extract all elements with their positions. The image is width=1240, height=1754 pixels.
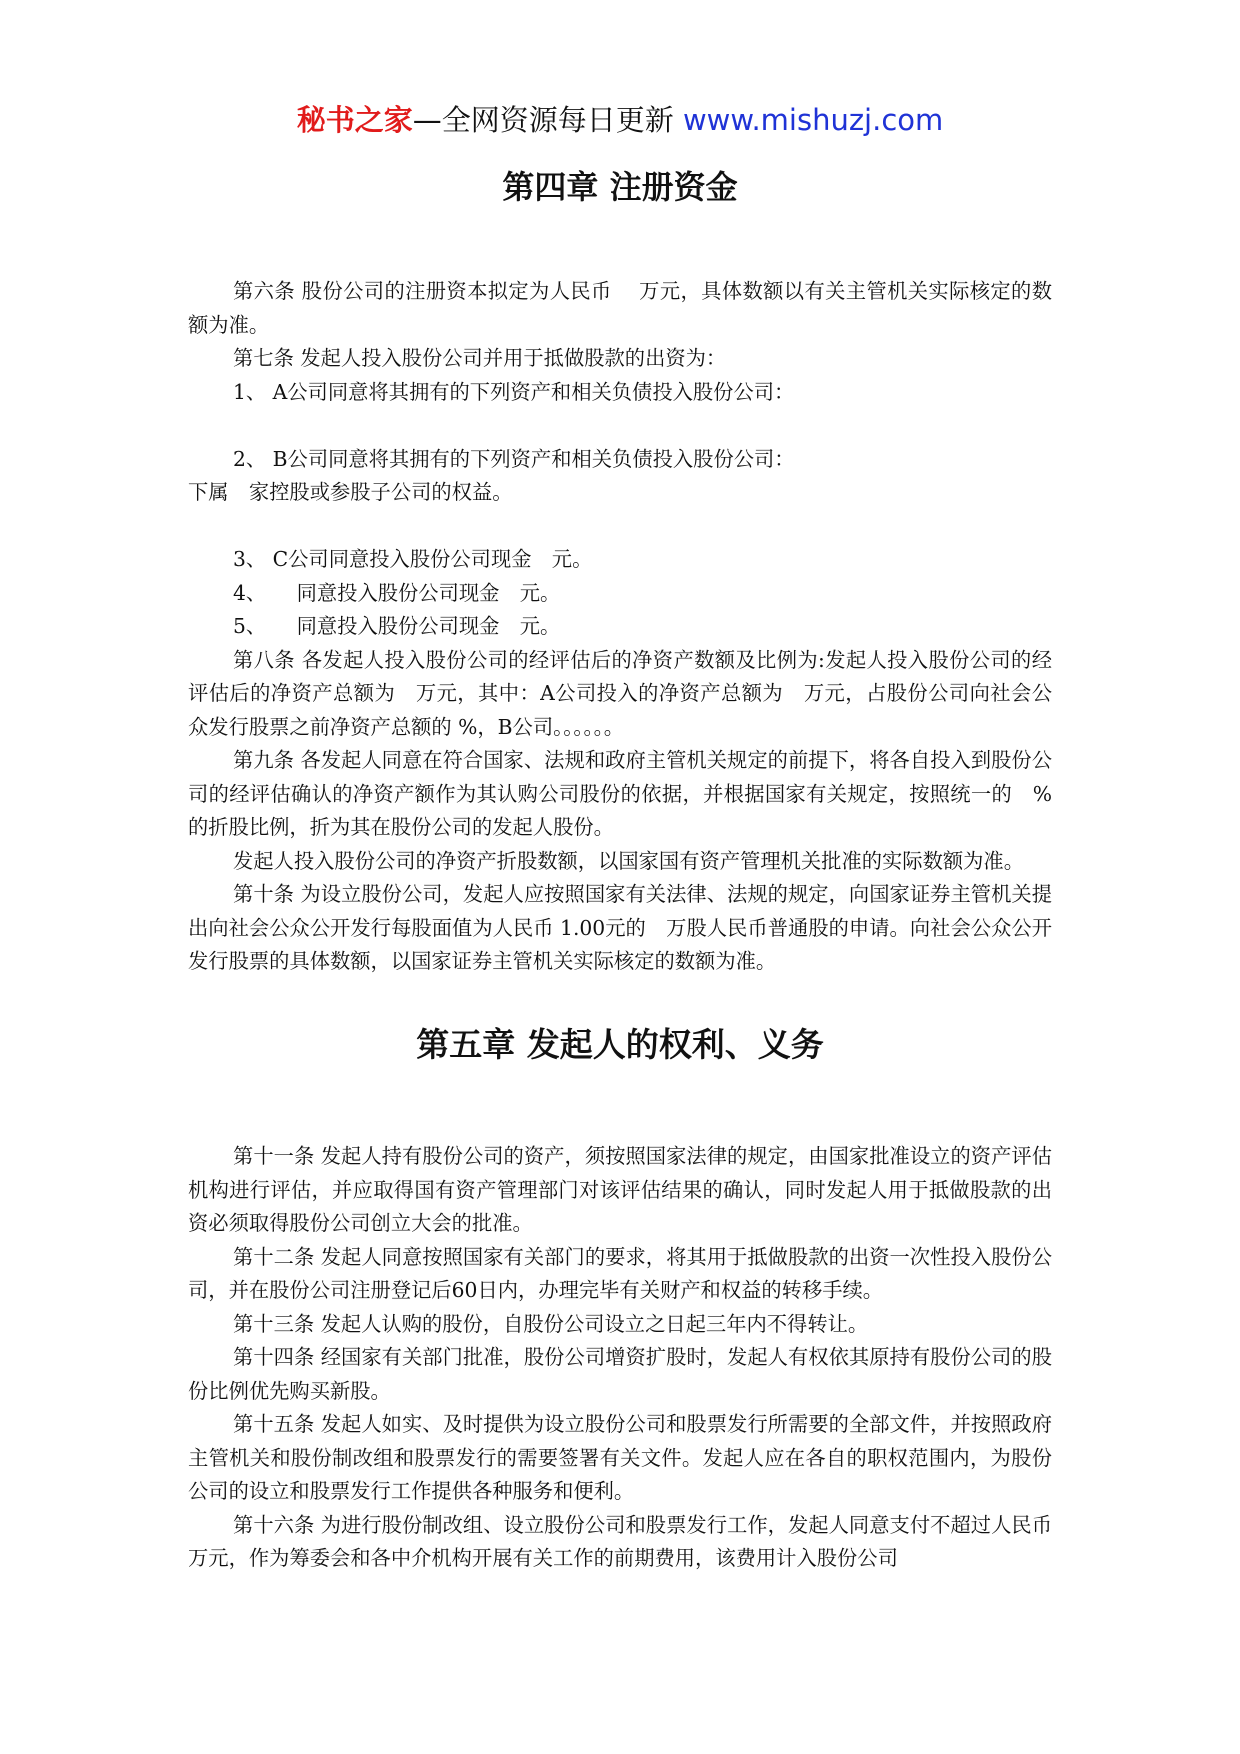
brand-name: 秘书之家	[296, 103, 413, 137]
chapter-5-title: 第五章 发起人的权利、义务	[416, 1025, 824, 1064]
article-16: 第十六条 为进行股份制改组、设立股份公司和股票发行工作，发起人同意支付不超过人民币 万元，作为筹委会和各中介机构开展有关工作的前期费用，该费用计入股份公司	[188, 1512, 1079, 1570]
article-13: 第十三条 发起人认购的股份，自股份公司设立之日起三年内不得转让。	[233, 1311, 869, 1336]
article-9: 第九条 各发起人同意在符合国家、法规和政府主管机关规定的前提下，将各自投入到股份公司的经评估确认的净资产额作为其认购公司股份的依据，并根据国家有关规定，按照统一的 %的折股比例，折为其在股份公司的发起人股份。	[188, 748, 1052, 839]
article-7-item-2-detail: 下属 家控股或参股子公司的权益。	[188, 480, 513, 504]
article-15: 第十五条 发起人如实、及时提供为设立股份公司和股票发行所需要的全部文件，并按照政府主管机关和股份制改组和股票发行的需要签署有关文件。发起人应在各自的职权范围内，为股份公司的设立和股票发行工作提供各种服务和便利。	[188, 1412, 1052, 1503]
article-7: 第七条 发起人投入股份公司并用于抵做股款的出资为：	[233, 346, 727, 370]
article-10: 第十条 为设立股份公司，发起人应按照国家有关法律、法规的规定，向国家证券主管机关提出向社会公众公开发行每股面值为人民币 1.00元的 万股人民币普通股的申请。向社会公众公开发行股票的具体数额，以国家证券主管机关实际核定的数额为准。	[188, 882, 1052, 973]
banner-url-link[interactable]: www.mishuzj.com	[682, 103, 944, 137]
article-7-item-5: 5、 同意投入股份公司现金 元。	[233, 614, 561, 638]
banner-slogan: —全网资源每日更新	[412, 103, 683, 137]
blank-line	[188, 510, 1052, 544]
article-9-note: 发起人投入股份公司的净资产折股数额，以国家国有资产管理机关批准的实际数额为准。	[233, 848, 1024, 873]
chapter-4-body	[188, 275, 1052, 979]
chapter-5-body	[188, 1140, 1079, 1576]
article-11: 第十一条 发起人持有股份公司的资产，须按照国家法律的规定，由国家批准设立的资产评估机构进行评估，并应取得国有资产管理部门对该评估结果的确认，同时发起人用于抵做股款的出资必须取得股份公司创立大会的批准。	[188, 1144, 1052, 1235]
article-7-item-2: 2、 B公司同意将其拥有的下列资产和相关负债投入股份公司：	[233, 446, 795, 471]
article-14: 第十四条 经国家有关部门批准，股份公司增资扩股时，发起人有权依其原持有股份公司的股份比例优先购买新股。	[188, 1345, 1052, 1403]
article-6: 第六条 股份公司的注册资本拟定为人民币 万元，具体数额以有关主管机关实际核定的数额为准。	[188, 279, 1052, 337]
article-7-item-3: 3、 C公司同意投入股份公司现金 元。	[233, 547, 593, 571]
article-12: 第十二条 发起人同意按照国家有关部门的要求，将其用于抵做股款的出资一次性投入股份公司，并在股份公司注册登记后60日内，办理完毕有关财产和权益的转移手续。	[188, 1244, 1052, 1302]
chapter-4-title: 第四章 注册资金	[502, 168, 738, 206]
article-7-item-4: 4、 同意投入股份公司现金 元。	[233, 580, 561, 605]
blank-line	[188, 409, 1052, 443]
article-8: 第八条 各发起人投入股份公司的经评估后的净资产数额及比例为:发起人投入股份公司的经评估后的净资产总额为 万元，其中：A公司投入的净资产总额为 万元，占股份公司向社会公众发行股票之前净资产总额的 %，B公司。。。。。。	[188, 647, 1052, 739]
site-banner	[0, 100, 1240, 140]
article-7-item-1: 1、 A公司同意将其拥有的下列资产和相关负债投入股份公司：	[233, 379, 795, 404]
